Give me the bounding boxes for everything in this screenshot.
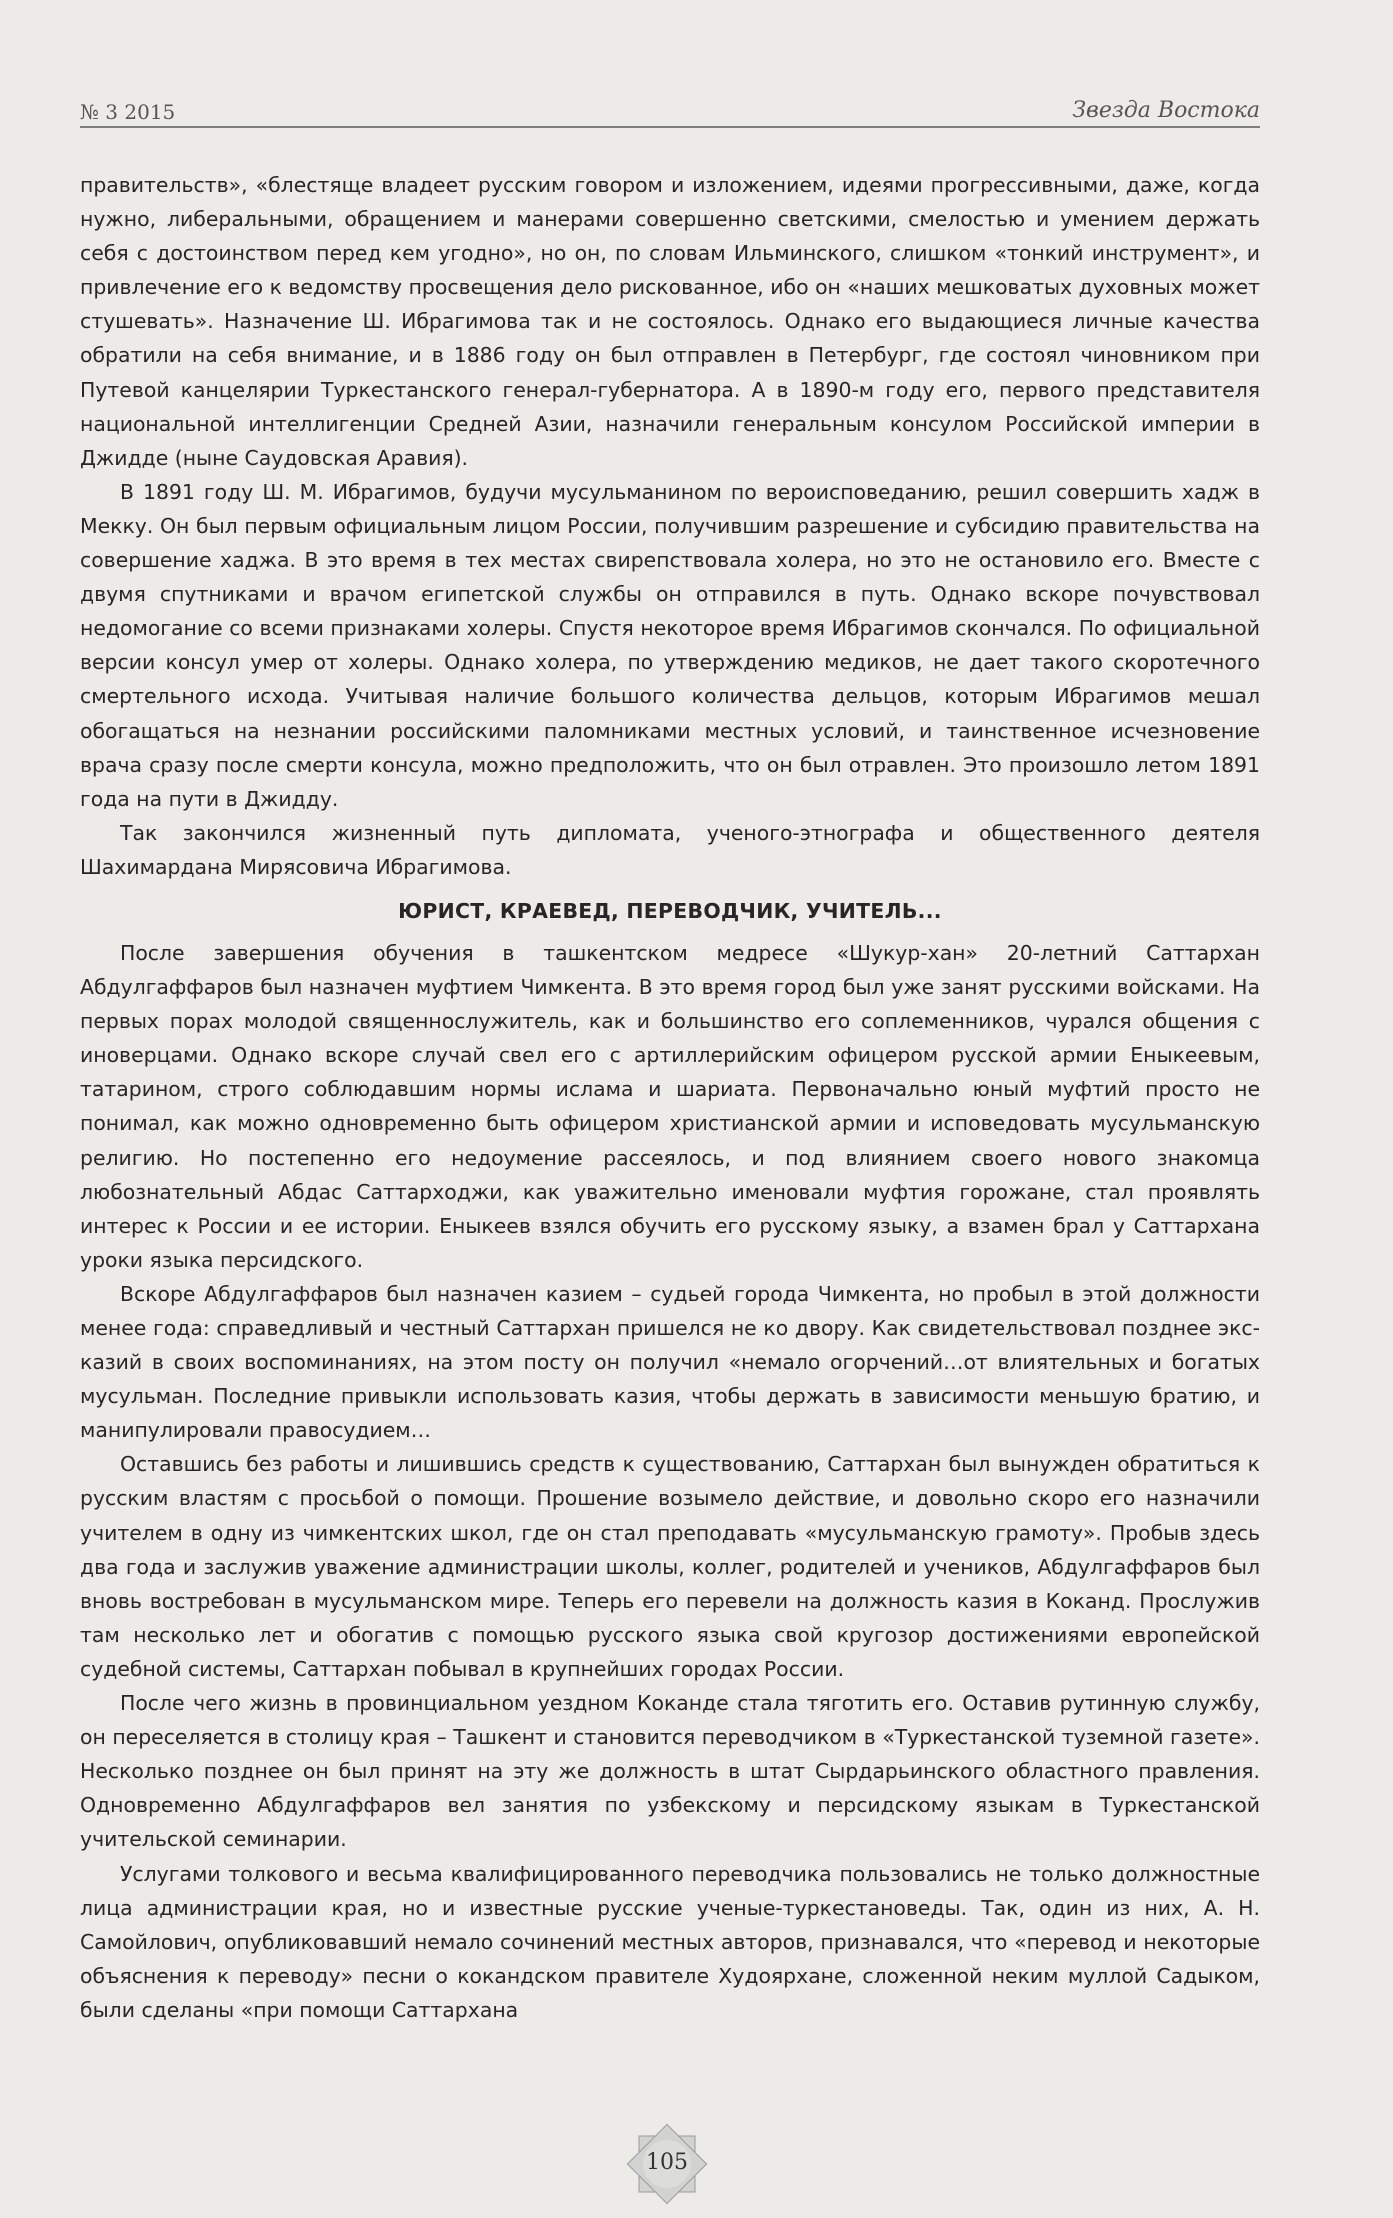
paragraph: В 1891 году Ш. М. Ибрагимов, будучи мусульманином по вероисповеданию, решил совершить хадж в Мекку. Он был первым официальным лицом России, получившим разрешение и субсидию правительства на совершение хаджа. В это время в тех местах свирепствовала холера, но это не остановило его. Вместе с двумя спутниками и врачом египетской службы он отправился в путь. Однако вскоре почувствовал недомогание со всеми признаками холеры. Спустя некоторое время Ибрагимов скончался. По официальной версии консул умер от холеры. Однако холера, по утверждению медиков, не дает такого скоротечного смертельного исхода. Учитывая наличие большого количества дельцов, которым Ибрагимов мешал обогащаться на незнании российскими паломниками местных условий, и таинственное исчезновение врача сразу после смерти консула, можно предположить, что он был отравлен. Это произошло летом 1891 года на пути в Джидду. [80,479,1260,811]
running-header [80,92,1260,128]
paragraph: После чего жизнь в провинциальном уездном Коканде стала тяготить его. Оставив рутинную службу, он переселяется в столицу края – Ташкент и становится переводчиком в «Туркестанской туземной газете». Несколько позднее он был принят на эту же должность в штат Сырдарьинского областного правления. Одновременно Абдулгаффаров вел занятия по узбекскому и персидскому языкам в Туркестанской учительской семинарии. [80,1691,1260,1852]
paragraph: правительств», «блестяще владеет русским говором и изложением, идеями прогрессивными, даже, когда нужно, либеральными, обращением и манерами совершенно светскими, смелостью и умением держать себя с достоинством перед кем угодно», но он, по словам Ильминского, слишком «тонкий инструмент», и привлечение его к ведомству просвещения дело рискованное, ибо он «наших мешковатых духовных может стушевать». Назначение Ш. Ибрагимова так и не состоялось. Однако его выдающиеся личные качества обратили на себя внимание, и в 1886 году он был отправлен в Петербург, где состоял чиновником при Путевой канцелярии Туркестанского генерал-губернатора. А в 1890-м году его, первого представителя национальной интеллигенции Средней Азии, назначили генеральным консулом Российской империи в Джидде (ныне Саудовская Аравия). [80,173,1260,470]
paragraph: Услугами толкового и весьма квалифицированного переводчика пользовались не только должностные лица администрации края, но и известные русские ученые-туркестановеды. Так, один из них, А. Н. Самойлович, опубликовавший немало сочинений местных авторов, признавался, что «перевод и некоторые объяснения к переводу» песни о кокандском правителе Худоярхане, сложенной неким муллой Садыком, были сделаны «при помощи Саттархана [80,1861,1260,2022]
paragraph: После завершения обучения в ташкентском медресе «Шукур-хан» 20-летний Саттархан Абдулгаффаров был назначен муфтием Чимкента. В это время город был уже занят русскими войсками. На первых порах молодой священнослужитель, как и большинство его соплеменников, чурался общения с иноверцами. Однако вскоре случай свел его с артиллерийским офицером русской армии Еныкеевым, татарином, строго соблюдавшим нормы ислама и шариата. Первоначально юный муфтий просто не понимал, как можно одновременно быть офицером христианской армии и исповедовать мусульманскую религию. Но постепенно его недоумение рассеялось, и под влиянием своего нового знакомца любознательный Абдас Саттарходжи, как уважительно именовали муфтия горожане, стал проявлять интерес к России и ее истории. Еныкеев взялся обучить его русскому языку, а взамен брал у Саттархана уроки языка персидского. [80,940,1260,1272]
page-number-badge [625,2122,709,2206]
paragraph: Вскоре Абдулгаффаров был назначен казием – судьей города Чимкента, но пробыл в этой должности менее года: справедливый и честный Саттархан пришелся не ко двору. Как свидетельствовал позднее экс-казий в своих воспоминаниях, на этом посту он получил «немало огорчений…от влиятельных и богатых мусульман. Последние привыкли использовать казия, чтобы держать в зависимости меньшую братию, и манипулировали правосудием… [80,1281,1260,1443]
paragraph: Так закончился жизненный путь дипломата, ученого-этнографа и общественного деятеля Шахимардана Мирясовича Ибрагимова. [80,820,1260,879]
article-body [80,168,1260,2027]
paragraph: Оставшись без работы и лишившись средств к существованию, Саттархан был вынужден обратиться к русским властям с просьбой о помощи. Прошение возымело действие, и довольно скоро его назначили учителем в одну из чимкентских школ, где он стал преподавать «мусульманскую грамоту». Пробыв здесь два года и заслужив уважение администрации школы, коллег, родителей и учеников, Абдулгаффаров был вновь востребован в мусульманском мире. Теперь его перевели на должность казия в Коканд. Прослужив там несколько лет и обогатив с помощью русского языка свой кругозор достижениями европейской судебной системы, Саттархан побывал в крупнейших городах России. [80,1452,1260,1681]
page-number: 105 [646,2150,688,2175]
section-heading: ЮРИСТ, КРАЕВЕД, ПЕРЕВОДЧИК, УЧИТЕЛЬ... [398,898,942,923]
issue-number: № 3 2015 [80,100,176,124]
journal-title: Звезда Востока [1072,98,1260,123]
